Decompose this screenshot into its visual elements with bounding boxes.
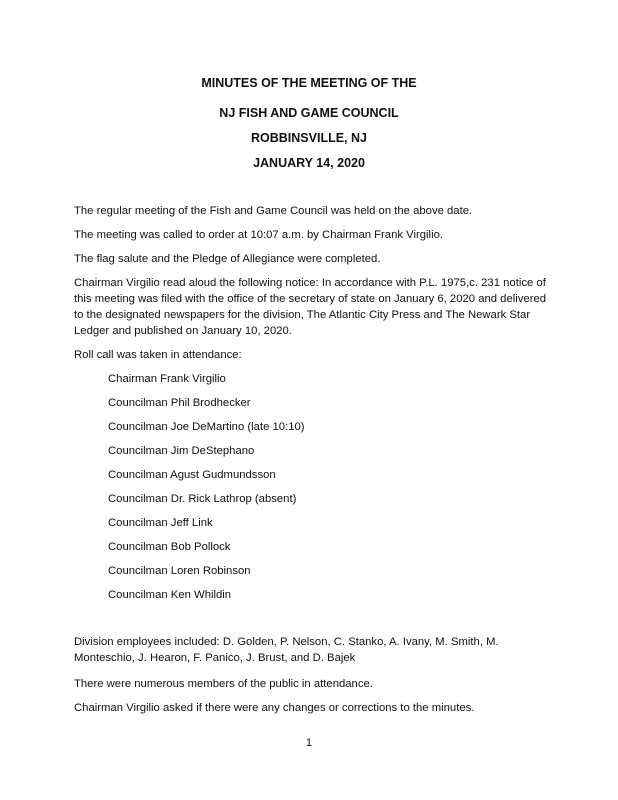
employees-line-1: Division employees included: D. Golden, P. Nelson, C. Stanko, A. Ivany, M. Smith, M. xyxy=(74,636,499,648)
title-date: JANUARY 14, 2020 xyxy=(253,156,365,170)
paragraph-public-notice xyxy=(74,275,554,339)
roll-call-item: Chairman Frank Virgilio xyxy=(108,373,226,385)
notice-line-3: to the designated newspapers for the division, The Atlantic City Press and The Newark Star xyxy=(74,309,531,321)
paragraph-public-attendance: There were numerous members of the public in attendance. xyxy=(74,678,373,690)
title-line-3: ROBBINSVILLE, NJ xyxy=(251,131,367,145)
roll-call-item: Councilman Agust Gudmundsson xyxy=(108,469,276,481)
roll-call-item: Councilman Phil Brodhecker xyxy=(108,397,251,409)
notice-line-4: Ledger and published on January 10, 2020. xyxy=(74,325,292,337)
roll-call-item: Councilman Bob Pollock xyxy=(108,541,231,553)
roll-call-item: Councilman Dr. Rick Lathrop (absent) xyxy=(108,493,297,505)
title-line-2: NJ FISH AND GAME COUNCIL xyxy=(219,106,399,120)
notice-line-2: this meeting was filed with the office of the secretary of state on January 6, 2020 and delivered xyxy=(74,293,547,305)
roll-call-item: Councilman Jeff Link xyxy=(108,517,213,529)
employees-line-2: Monteschio, J. Hearon, F. Panico, J. Brust, and D. Bajek xyxy=(74,652,356,664)
paragraph-flag-salute: The flag salute and the Pledge of Allegiance were completed. xyxy=(74,253,381,265)
paragraph-called-to-order: The meeting was called to order at 10:07 a.m. by Chairman Frank Virgilio. xyxy=(74,229,443,241)
roll-call-item: Councilman Joe DeMartino (late 10:10) xyxy=(108,421,305,433)
notice-line-1: Chairman Virgilio read aloud the following notice: In accordance with P.L. 1975,c. 231 notice of xyxy=(74,277,546,289)
paragraph-corrections: Chairman Virgilio asked if there were any changes or corrections to the minutes. xyxy=(74,702,475,714)
roll-call-intro: Roll call was taken in attendance: xyxy=(74,349,242,361)
title-line-1: MINUTES OF THE MEETING OF THE xyxy=(201,76,417,90)
page-number: 1 xyxy=(305,737,313,749)
paragraph-meeting-held: The regular meeting of the Fish and Game Council was held on the above date. xyxy=(74,205,473,217)
roll-call-item: Councilman Jim DeStephano xyxy=(108,445,255,457)
paragraph-division-employees xyxy=(74,634,554,666)
roll-call-item: Councilman Loren Robinson xyxy=(108,565,251,577)
roll-call-item: Councilman Ken Whildin xyxy=(108,589,232,601)
